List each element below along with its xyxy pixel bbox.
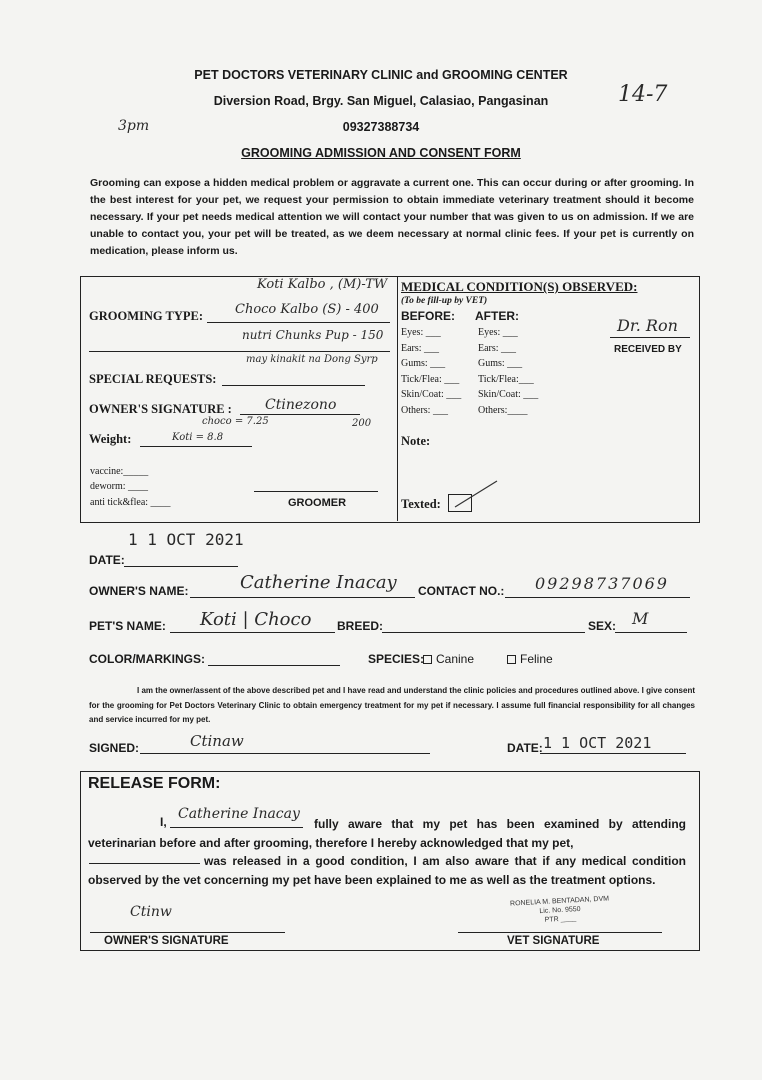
signed-field[interactable]: [140, 753, 430, 754]
medical-after-field[interactable]: Tick/Flea:___: [478, 373, 534, 385]
owner-name-field[interactable]: [190, 597, 415, 598]
vet-signature-label: VET SIGNATURE: [507, 935, 600, 947]
feline-label: Feline: [520, 652, 553, 666]
form-title: GROOMING ADMISSION AND CONSENT FORM: [241, 146, 521, 160]
vet-stamp: [504, 894, 615, 927]
breed-field[interactable]: [382, 632, 585, 633]
species-label: SPECIES:: [368, 652, 425, 666]
note-label: Note:: [401, 434, 431, 448]
after-label: AFTER:: [475, 309, 519, 323]
medical-after-field[interactable]: Gums: ___: [478, 358, 523, 369]
grooming-type-line4: may kinakit na Dong Syrp: [246, 354, 378, 365]
release-i-label: I,: [160, 815, 167, 829]
canine-checkbox[interactable]: [423, 655, 432, 664]
date-value: 1 1 OCT 2021: [128, 530, 244, 549]
grooming-type-line1: Koti Kalbo , (M)-TW: [257, 277, 388, 292]
canine-label: Canine: [436, 652, 475, 666]
medical-before-field[interactable]: Eyes: ___: [401, 327, 441, 338]
signed-label: SIGNED:: [89, 741, 140, 755]
grooming-type-line[interactable]: [207, 322, 390, 323]
intro-paragraph: Grooming can expose a hidden medical problem or aggravate a current one. This can occur during or after grooming. In the best interest for your pet, we request your permission to obtain immediate veterinary treatment should it become necessary. If your pet needs medical attention we will contact your number that was given to us on admission. If we are unable to contact you, your pet will be treated, as we deem necessary at normal clinic fees. If your pet is currently on medication, please inform us.: [90, 177, 694, 257]
texted-checkbox[interactable]: [448, 494, 472, 512]
sex-field[interactable]: [615, 632, 687, 633]
release-text-1: fully aware that my pet has been examined by attending veterinarian before and after grooming, therefore I hereby acknowledged that my pet,: [88, 817, 686, 850]
consent-paragraph: I am the owner/assent of the above described pet and I have read and understand the clinic policies and procedures outlined above. I give consent for the grooming for Pet Doctors Veterinary Clinic to obtain emergency treatment for my pet if necessary. I assume full financial responsibility for all changes and service incurred for my pet.: [89, 686, 695, 724]
weight-value-1: choco = 7.25: [202, 416, 269, 427]
grooming-type-label: GROOMING TYPE:: [89, 309, 204, 323]
signed-date-label: DATE:: [507, 741, 543, 755]
species-feline-option[interactable]: [507, 652, 553, 666]
release-owner-signature-line[interactable]: [90, 932, 285, 933]
check-mark-icon: [449, 481, 509, 511]
vet-signature-line[interactable]: [458, 932, 662, 933]
date-field[interactable]: [124, 566, 238, 567]
vet-stamp-ptr: PTR ____: [544, 915, 577, 924]
weight-label: Weight:: [89, 432, 132, 446]
color-markings-field[interactable]: [208, 665, 340, 666]
medical-before-field[interactable]: Others: ___: [401, 404, 448, 416]
special-requests-label: SPECIAL REQUESTS:: [89, 372, 217, 386]
medical-title: MEDICAL CONDITION(S) OBSERVED:: [401, 279, 638, 294]
medical-subtitle: (To be fill-up by VET): [401, 296, 488, 306]
before-label: BEFORE:: [401, 309, 455, 323]
grooming-type-line2: Choco Kalbo (S) - 400: [235, 302, 379, 317]
medical-after-field[interactable]: Others:____: [478, 404, 528, 416]
medical-row: [401, 325, 581, 341]
vaccine-label: vaccine:_____: [90, 466, 149, 477]
received-by-label: RECEIVED BY: [614, 344, 682, 355]
groomer-signature-line[interactable]: [254, 491, 378, 492]
owner-name-value: Catherine Inacay: [240, 572, 397, 593]
vet-stamp-license: Lic. No. 9550: [539, 905, 581, 916]
sex-label: SEX:: [588, 619, 617, 633]
medical-before-field[interactable]: Gums: ___: [401, 358, 446, 369]
owner-name-label: OWNER'S NAME:: [89, 584, 189, 598]
grooming-extra-line[interactable]: [89, 351, 390, 352]
release-title: RELEASE FORM:: [88, 775, 221, 792]
contact-value: 09298737069: [535, 574, 669, 593]
contact-label: CONTACT NO.:: [418, 584, 505, 598]
release-text-2: was released in a good condition, I am also aware that if any medical condition observed by the vet concerning my pet have been explained to me as well as the treatment options.: [88, 854, 686, 887]
medical-row: [401, 387, 581, 403]
tick-flea-label: anti tick&flea: ____: [90, 497, 171, 508]
box-divider: [397, 276, 398, 521]
owner-signature-label: OWNER'S SIGNATURE :: [89, 402, 232, 416]
weight-note: 200: [352, 418, 372, 429]
vet-stamp-name: RONELIA M. BENTADAN, DVM: [509, 895, 610, 908]
species-canine-option[interactable]: [423, 652, 474, 666]
pet-name-field[interactable]: [170, 632, 335, 633]
clinic-name: PET DOCTORS VETERINARY CLINIC and GROOMING CENTER: [194, 68, 568, 82]
texted-label: Texted:: [401, 497, 441, 511]
pet-name-label: PET'S NAME:: [89, 619, 166, 633]
groomer-label: GROOMER: [288, 497, 347, 509]
grooming-type-line3: nutri Chunks Pup - 150: [242, 328, 384, 342]
special-requests-field[interactable]: [222, 385, 365, 386]
medical-before-field[interactable]: Ears: ___: [401, 342, 440, 354]
weight-field[interactable]: [140, 446, 252, 447]
medical-before-field[interactable]: Skin/Coat: ___: [401, 389, 462, 400]
release-owner-signature-value: Ctinw: [130, 904, 172, 920]
medical-row: [401, 403, 581, 419]
sex-value: M: [632, 609, 649, 628]
feline-checkbox[interactable]: [507, 655, 516, 664]
received-by-line[interactable]: [610, 337, 690, 338]
handwritten-time: 3pm: [118, 118, 150, 134]
signed-date-value: 1 1 OCT 2021: [543, 734, 652, 752]
medical-rows: [401, 325, 581, 418]
weight-value-2: Koti = 8.8: [172, 432, 224, 443]
release-name-value: Catherine Inacay: [178, 806, 300, 822]
clinic-address: Diversion Road, Brgy. San Miguel, Calasiao, Pangasinan: [213, 94, 549, 108]
owner-signature-value: Ctinezono: [265, 397, 337, 413]
clinic-phone: 09327388734: [342, 120, 420, 134]
signed-date-field[interactable]: [540, 753, 686, 754]
pet-name-value: Koti | Choco: [200, 609, 312, 630]
medical-after-field[interactable]: Skin/Coat: ___: [478, 389, 539, 400]
medical-before-field[interactable]: Tick/Flea: ___: [401, 373, 460, 385]
received-by-value: Dr. Ron: [617, 316, 678, 335]
medical-row: [401, 341, 581, 357]
contact-field[interactable]: [505, 597, 690, 598]
deworm-label: deworm: ____: [90, 481, 149, 492]
owner-signature-field[interactable]: [240, 414, 360, 415]
signed-value: Ctinaw: [190, 732, 244, 750]
date-label: DATE:: [89, 553, 125, 567]
medical-row: [401, 372, 581, 388]
medical-after-field[interactable]: Ears: ___: [478, 342, 517, 354]
medical-after-field[interactable]: Eyes: ___: [478, 327, 518, 338]
handwritten-number: 14-7: [618, 82, 668, 107]
release-owner-signature-label: OWNER'S SIGNATURE: [104, 935, 229, 947]
color-markings-label: COLOR/MARKINGS:: [89, 652, 205, 666]
breed-label: BREED:: [337, 619, 384, 633]
medical-row: [401, 356, 581, 372]
